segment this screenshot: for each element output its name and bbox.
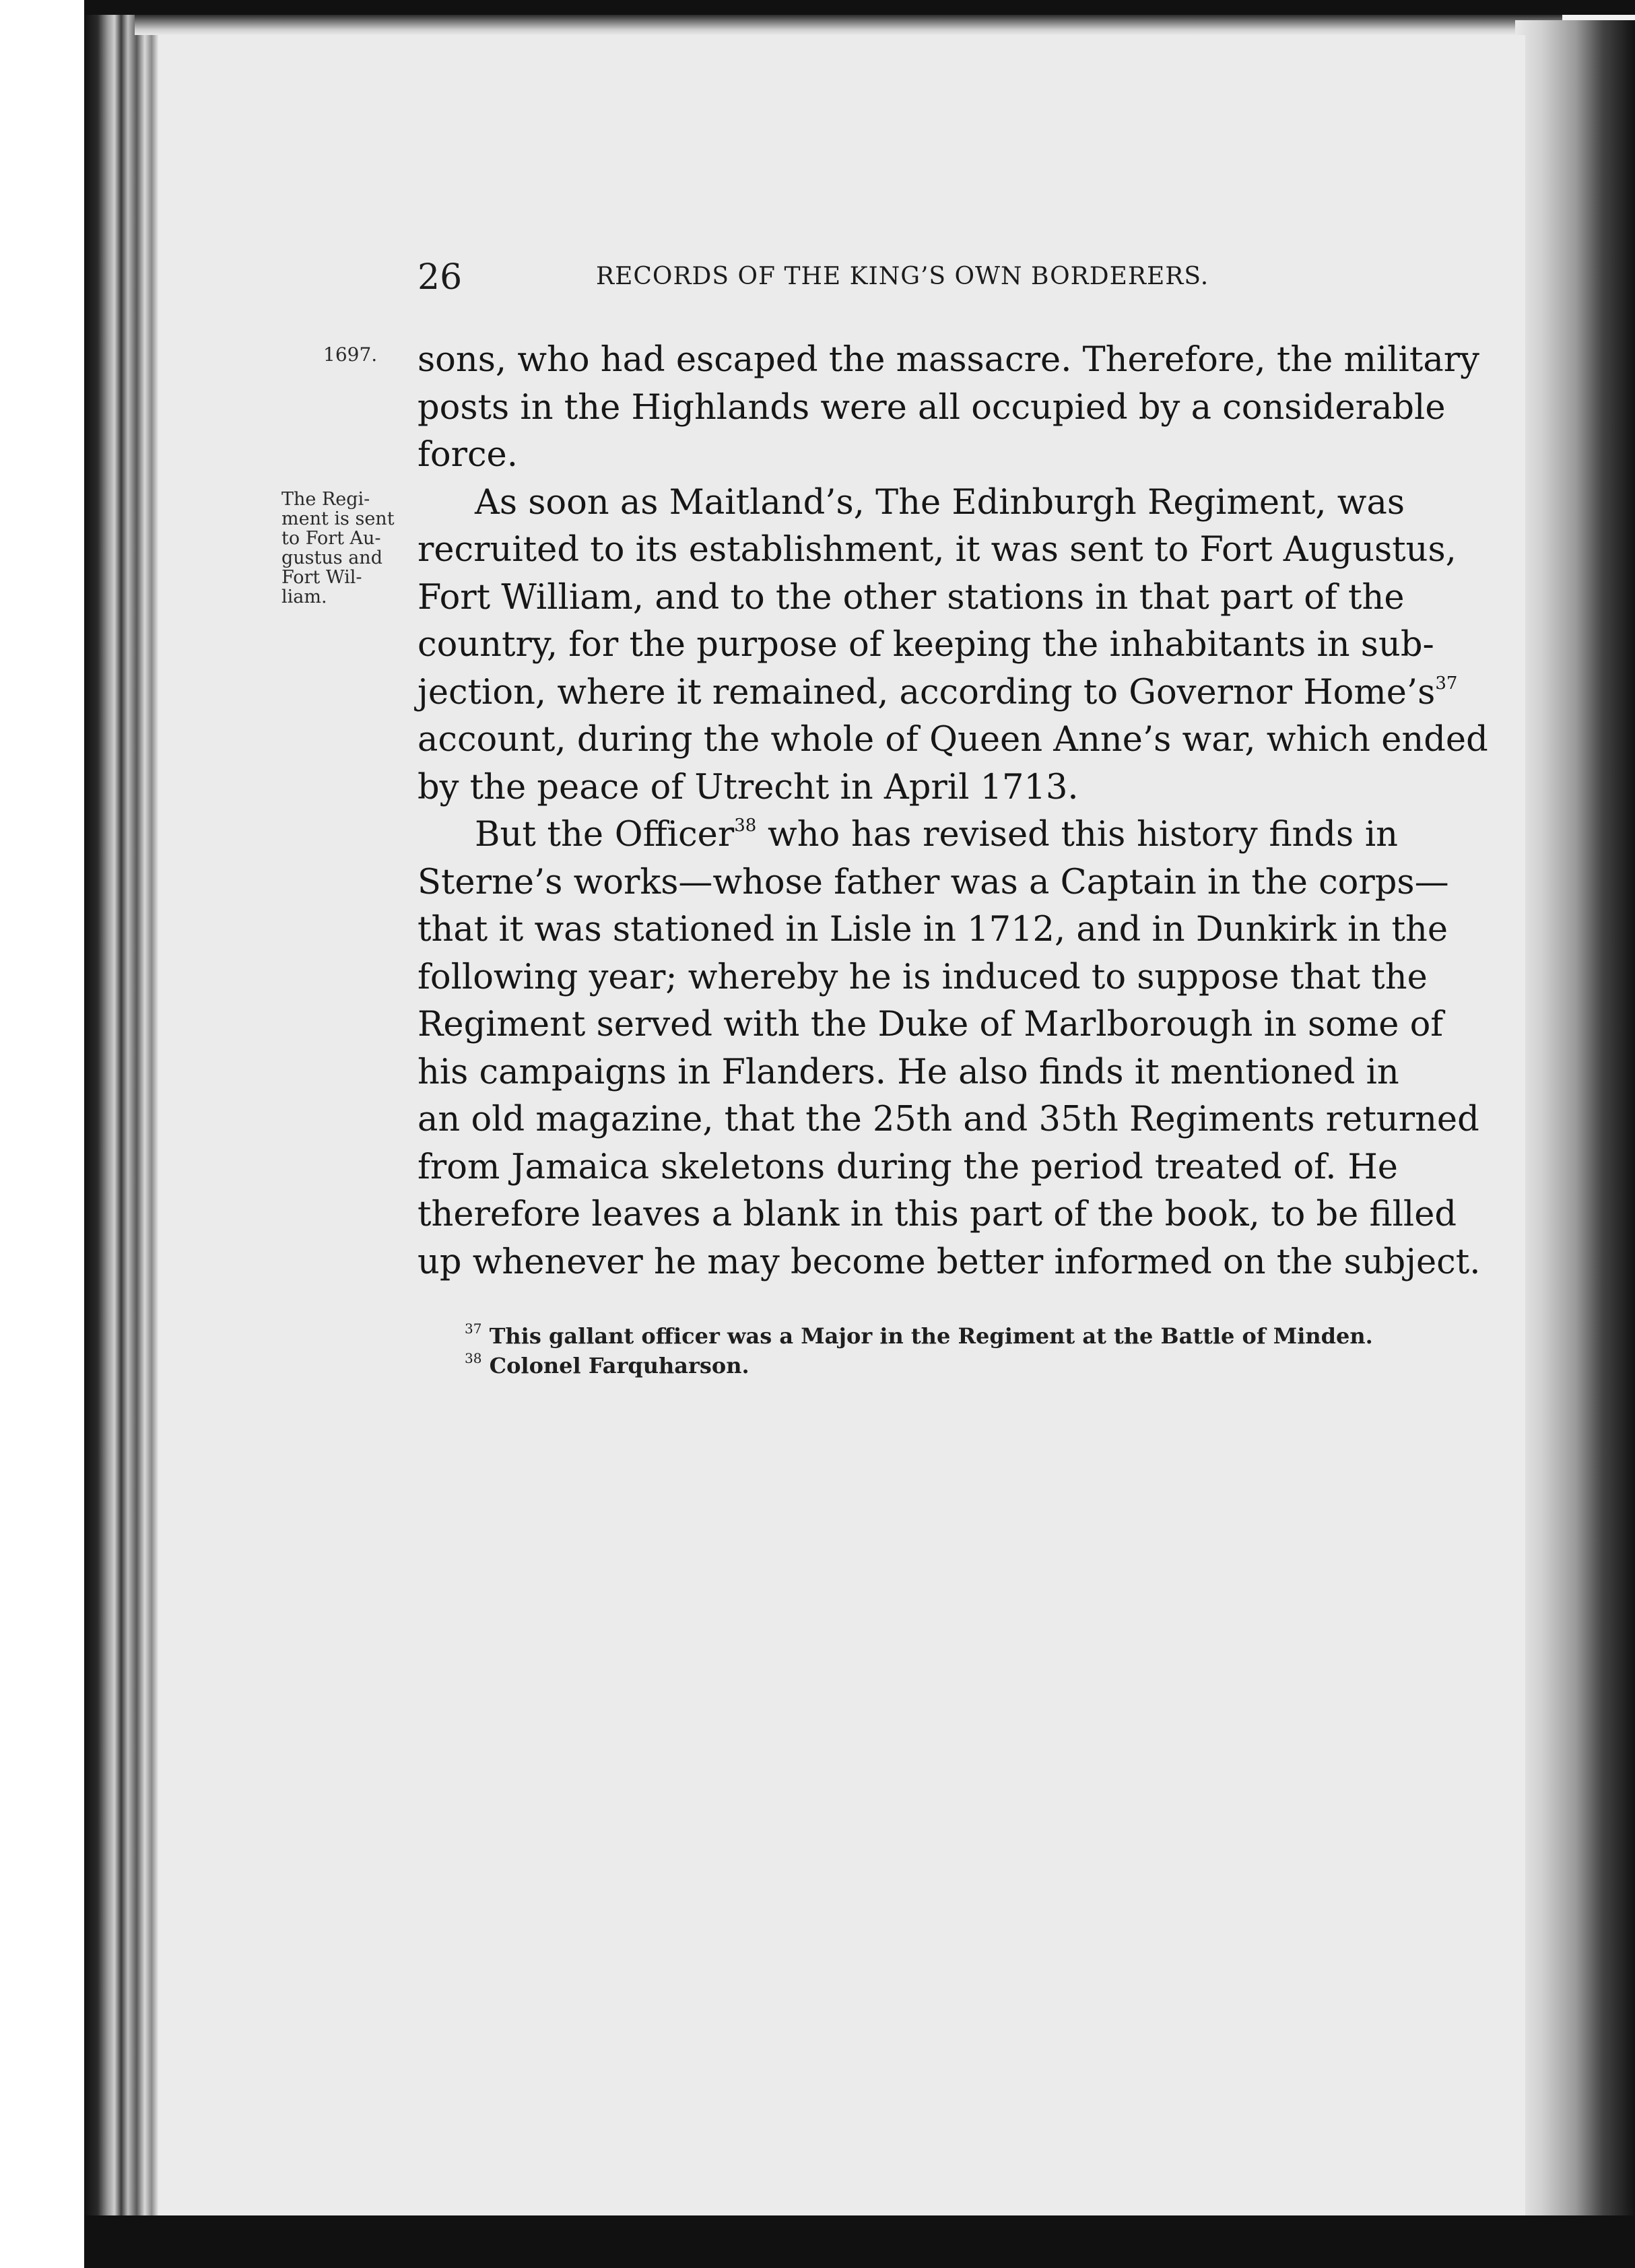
text-line: country, for the purpose of keeping the inhabitants in sub- bbox=[418, 625, 1434, 665]
margin-year: 1697. bbox=[323, 343, 378, 366]
text-line: that it was stationed in Lisle in 1712, and in Dunkirk in the bbox=[418, 910, 1448, 949]
text-line: force. bbox=[418, 435, 518, 475]
text-line-part: who has revised this history finds in bbox=[756, 815, 1398, 855]
margin-note-line: The Regi- bbox=[281, 489, 370, 510]
text-line: from Jamaica skeletons during the period treated of. He bbox=[418, 1147, 1398, 1187]
running-title: RECORDS OF THE KING’S OWN BORDERERS. bbox=[596, 263, 1209, 290]
text-line: Sterne’s works—whose father was a Captain in the corps— bbox=[418, 862, 1449, 902]
book-gutter-shadow bbox=[1515, 20, 1635, 2215]
page-number: 26 bbox=[418, 257, 463, 298]
footnote-38 bbox=[465, 1351, 1407, 1380]
margin-note-line: ment is sent bbox=[281, 508, 395, 529]
text-line: Fort William, and to the other stations in that part of the bbox=[418, 577, 1405, 618]
margin-note-line: liam. bbox=[281, 587, 327, 607]
text-line: following year; whereby he is induced to suppose that the bbox=[418, 957, 1428, 997]
footnote-37 bbox=[465, 1321, 1407, 1351]
margin-note-line: Fort Wil- bbox=[281, 567, 362, 588]
scan-left-margin bbox=[0, 0, 84, 2268]
scan-bottom-border bbox=[84, 2215, 1635, 2268]
text-line: by the peace of Utrecht in April 1713. bbox=[418, 767, 1079, 807]
text-line: up whenever he may become better informed on the subject. bbox=[418, 1242, 1481, 1282]
footnote-marker: 37 bbox=[465, 1321, 482, 1337]
footnote-text: Colonel Farquharson. bbox=[489, 1353, 749, 1378]
text-line: As soon as Maitland’s, The Edinburgh Regiment, was bbox=[475, 482, 1405, 523]
margin-note-line: gustus and bbox=[281, 547, 382, 568]
running-head bbox=[418, 257, 1293, 298]
book-top-edge bbox=[135, 15, 1562, 35]
footnote-marker: 38 bbox=[465, 1350, 482, 1367]
footnotes bbox=[465, 1321, 1407, 1380]
margin-note bbox=[281, 490, 416, 607]
book-page-edges bbox=[84, 0, 158, 2268]
text-line: Regiment served with the Duke of Marlborough in some of bbox=[418, 1005, 1444, 1044]
footnote-ref-37: 37 bbox=[1435, 673, 1458, 694]
text-line bbox=[418, 811, 1398, 859]
text-line-part: jection, where it remained, according to Governor Home’s bbox=[418, 672, 1436, 712]
text-line-part: But the Officer bbox=[475, 815, 735, 855]
scan-top-border bbox=[84, 0, 1635, 15]
footnote-text: This gallant officer was a Major in the Regiment at the Battle of Minden. bbox=[489, 1323, 1373, 1349]
text-line: therefore leaves a blank in this part of the book, to be filled bbox=[418, 1195, 1457, 1234]
text-line: posts in the Highlands were all occupied by a considerable bbox=[418, 387, 1446, 428]
margin-note-line: to Fort Au- bbox=[281, 528, 381, 549]
text-line: sons, who had escaped the massacre. Therefore, the military bbox=[418, 340, 1479, 380]
text-line: recruited to its establishment, it was sent to Fort Augustus, bbox=[418, 530, 1457, 570]
text-line: his campaigns in Flanders. He also finds it mentioned in bbox=[418, 1052, 1399, 1092]
text-line bbox=[418, 669, 1458, 717]
text-line: an old magazine, that the 25th and 35th Regiments returned bbox=[418, 1100, 1479, 1139]
text-line: account, during the whole of Queen Anne’s war, which ended bbox=[418, 720, 1488, 760]
footnote-ref-38: 38 bbox=[734, 815, 757, 836]
body-text bbox=[418, 337, 1488, 1286]
